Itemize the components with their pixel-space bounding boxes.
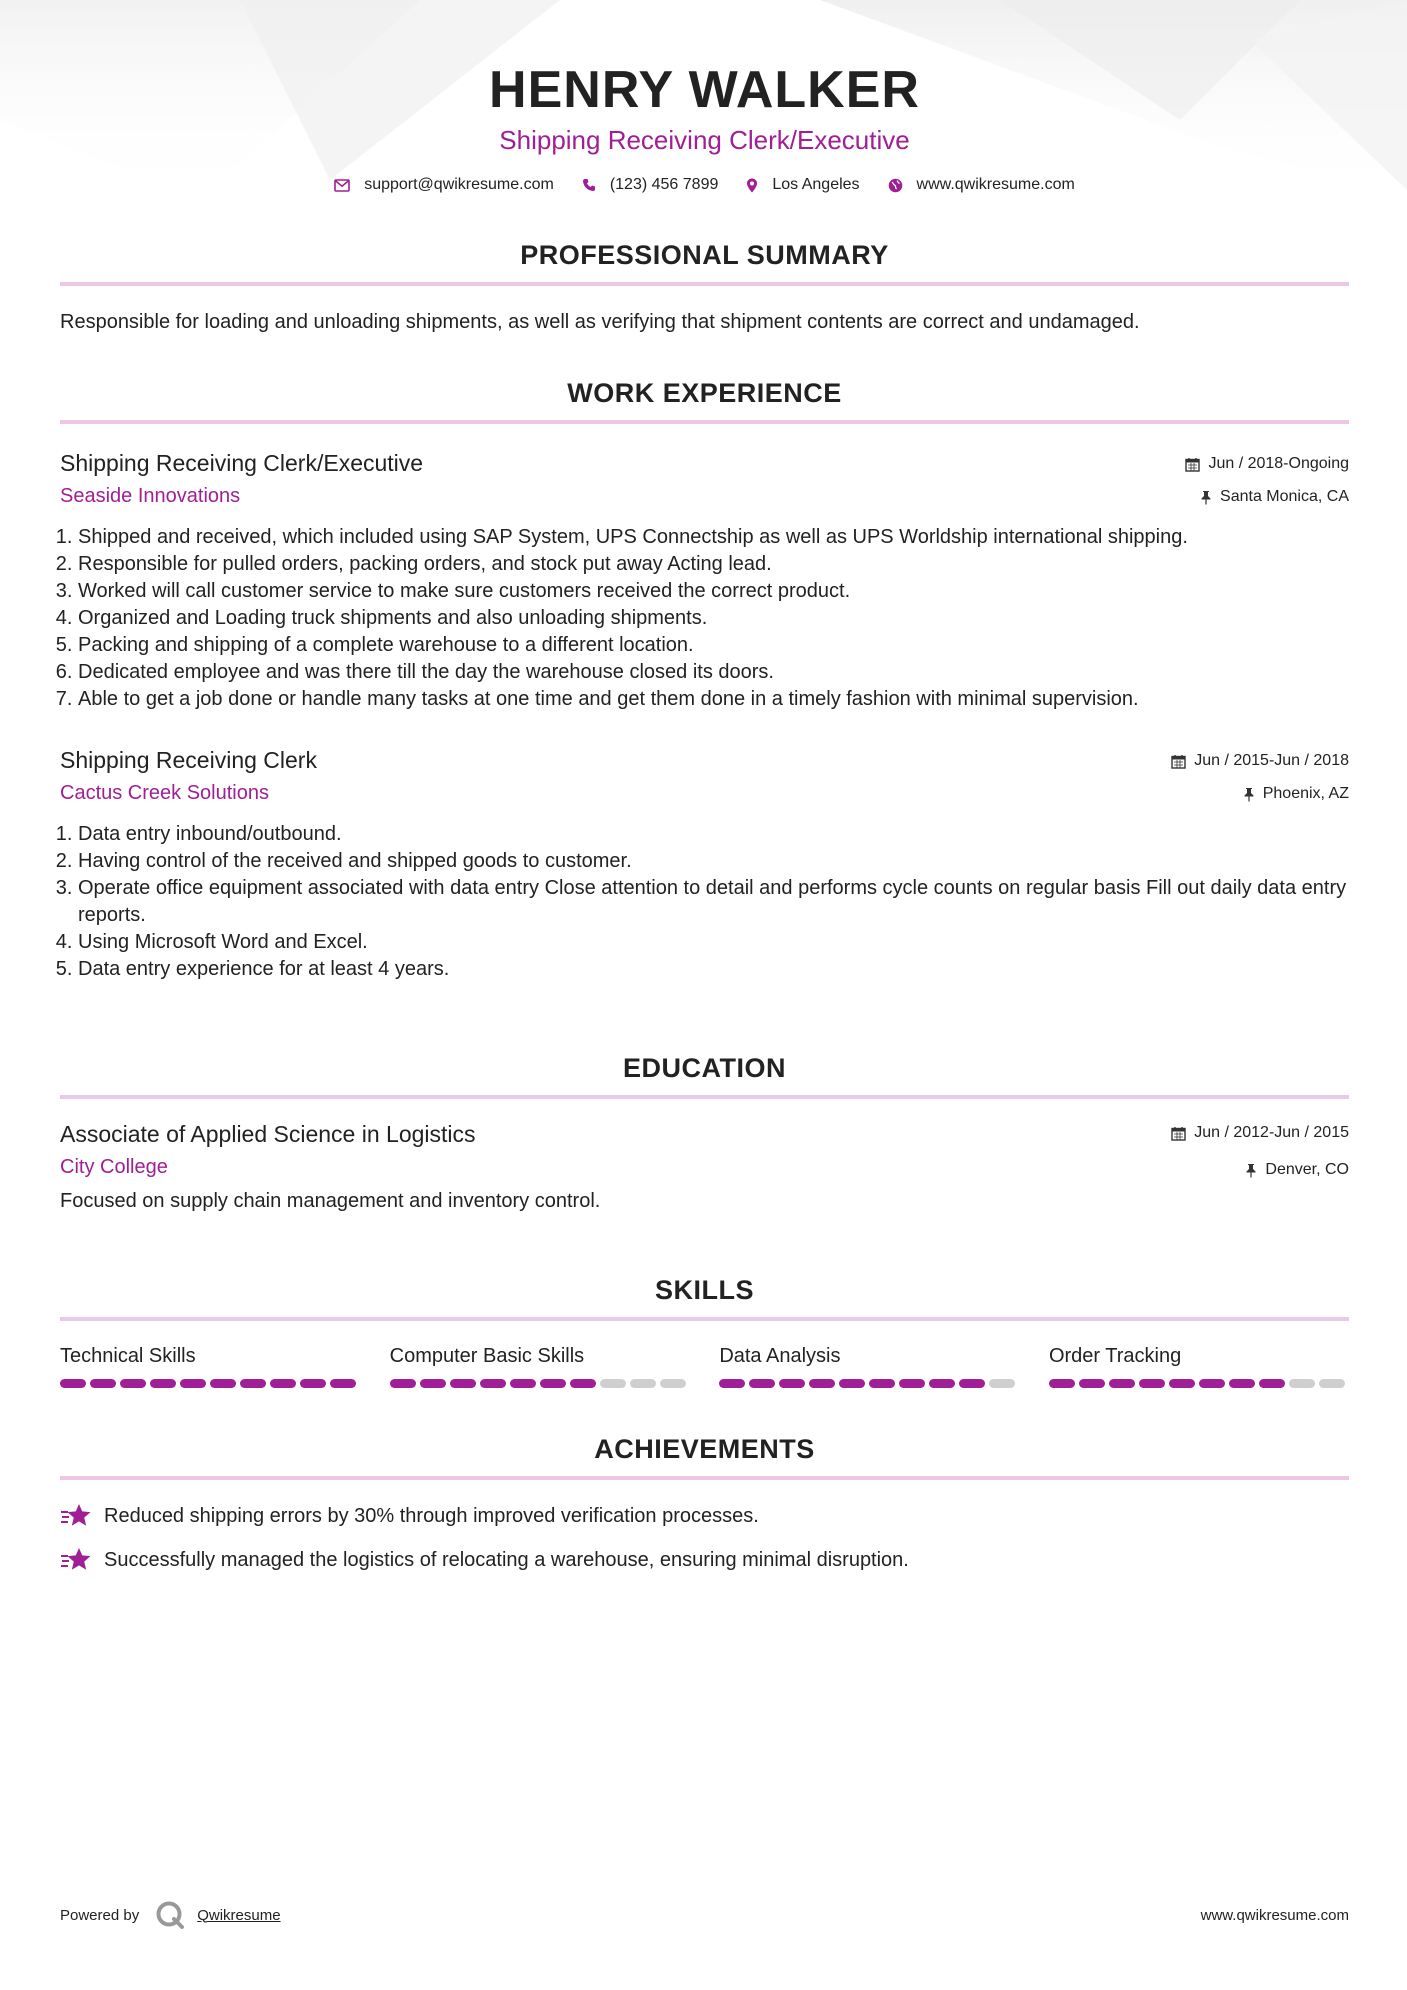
candidate-role: Shipping Receiving Clerk/Executive	[499, 125, 910, 155]
job-meta	[1171, 745, 1349, 804]
skill-name: Computer Basic Skills	[389, 1345, 585, 1367]
skills-section	[60, 1273, 1349, 1388]
resume-page	[60, 0, 1349, 1574]
skill-dot-empty	[989, 1379, 1015, 1388]
skill-name: Data Analysis	[719, 1345, 841, 1367]
skill-level-meter	[719, 1379, 1019, 1388]
brand-link[interactable]: Qwikresume	[197, 1906, 281, 1924]
contact-location	[746, 176, 859, 194]
skill-dot-empty	[1319, 1379, 1345, 1388]
skill-dot-filled	[1079, 1379, 1105, 1388]
location-text: Los Angeles	[772, 176, 860, 193]
section-divider	[60, 1095, 1349, 1099]
location-pin-icon	[746, 178, 758, 193]
skill-dot-filled	[420, 1379, 446, 1388]
pushpin-icon	[1245, 1163, 1257, 1178]
skill-dot-filled	[1049, 1379, 1075, 1388]
section-divider	[60, 1476, 1349, 1480]
job-title: Shipping Receiving Clerk	[60, 747, 317, 773]
skill-dot-filled	[180, 1379, 206, 1388]
skill-dot-filled	[779, 1379, 805, 1388]
job-duties-list	[60, 821, 1349, 983]
list-item: 1. Data entry inbound/outbound.	[78, 821, 1349, 848]
skill-dot-filled	[210, 1379, 236, 1388]
skill-dot-filled	[240, 1379, 266, 1388]
job-entry	[60, 448, 1349, 713]
list-item: 4. Organized and Loading truck shipments and also unloading shipments.	[78, 605, 1349, 632]
skill-item	[1049, 1343, 1349, 1388]
skill-dot-filled	[1199, 1379, 1225, 1388]
skill-dot-filled	[1169, 1379, 1195, 1388]
job-title: Shipping Receiving Clerk/Executive	[60, 450, 424, 476]
skill-name: Order Tracking	[1048, 1345, 1182, 1367]
contact-bar	[60, 176, 1349, 194]
star-icon	[60, 1547, 92, 1573]
skill-dot-filled	[450, 1379, 476, 1388]
calendar-icon	[1185, 457, 1200, 472]
section-divider	[60, 420, 1349, 424]
achievement-text: Reduced shipping errors by 30% through improved verification processes.	[104, 1505, 759, 1527]
skill-dot-filled	[540, 1379, 566, 1388]
education-section	[60, 1051, 1349, 1215]
skill-dot-filled	[749, 1379, 775, 1388]
list-item: 3. Worked will call customer service to make sure customers received the correct product.	[78, 578, 1349, 605]
list-item: 5. Data entry experience for at least 4 years.	[78, 956, 1349, 983]
website-text: www.qwikresume.com	[916, 176, 1075, 193]
experience-title: WORK EXPERIENCE	[567, 378, 842, 408]
pushpin-icon	[1200, 490, 1212, 505]
skills-title: SKILLS	[654, 1275, 754, 1305]
skill-name: Technical Skills	[60, 1345, 196, 1367]
skill-level-meter	[1049, 1379, 1349, 1388]
footer-website-link[interactable]: www.qwikresume.com	[1200, 1906, 1349, 1924]
skill-dot-filled	[330, 1379, 356, 1388]
summary-section	[60, 238, 1349, 336]
job-dates: Jun / 2015-Jun / 2018	[1194, 752, 1349, 769]
skill-level-meter	[390, 1379, 690, 1388]
skill-dot-filled	[120, 1379, 146, 1388]
education-dates: Jun / 2012-Jun / 2015	[1194, 1124, 1349, 1141]
education-description: Focused on supply chain management and inventory control.	[60, 1190, 601, 1212]
skill-item	[60, 1343, 360, 1388]
job-company: Cactus Creek Solutions	[60, 782, 269, 804]
skill-dot-filled	[570, 1379, 596, 1388]
contact-email[interactable]	[334, 176, 554, 194]
education-title: EDUCATION	[623, 1053, 786, 1083]
calendar-icon	[1171, 1126, 1186, 1141]
list-item: 4. Using Microsoft Word and Excel.	[78, 929, 1349, 956]
contact-website[interactable]	[888, 176, 1075, 194]
email-icon	[334, 179, 350, 192]
education-location: Denver, CO	[1265, 1161, 1349, 1178]
job-location: Phoenix, AZ	[1262, 785, 1349, 802]
school-name: City College	[60, 1156, 168, 1178]
candidate-name: HENRY WALKER	[489, 61, 920, 119]
skill-dot-filled	[90, 1379, 116, 1388]
skill-dot-empty	[600, 1379, 626, 1388]
skill-dot-filled	[270, 1379, 296, 1388]
skill-level-meter	[60, 1379, 360, 1388]
summary-title: PROFESSIONAL SUMMARY	[520, 240, 889, 270]
degree-title: Associate of Applied Science in Logistics	[60, 1121, 476, 1147]
skill-dot-filled	[809, 1379, 835, 1388]
list-item: 1. Shipped and received, which included using SAP System, UPS Connectship as well as UPS Worldship international shipping.	[78, 524, 1349, 551]
skill-dot-filled	[1139, 1379, 1165, 1388]
skill-dot-filled	[150, 1379, 176, 1388]
skill-item	[719, 1343, 1019, 1388]
achievement-item	[60, 1546, 1349, 1574]
skill-dot-filled	[1229, 1379, 1255, 1388]
skill-dot-filled	[390, 1379, 416, 1388]
skill-dot-filled	[839, 1379, 865, 1388]
list-item: 6. Dedicated employee and was there till the day the warehouse closed its doors.	[78, 659, 1349, 686]
skill-dot-filled	[1109, 1379, 1135, 1388]
phone-text: (123) 456 7899	[609, 176, 719, 193]
education-meta	[1171, 1119, 1349, 1180]
list-item: 7. Able to get a job done or handle many tasks at one time and get them done in a timely fashion with minimal supervision.	[78, 686, 1349, 713]
skill-dot-filled	[719, 1379, 745, 1388]
experience-section	[60, 376, 1349, 983]
skills-list	[60, 1343, 1349, 1388]
list-item: 2. Responsible for pulled orders, packing orders, and stock put away Acting lead.	[78, 551, 1349, 578]
education-entry	[60, 1119, 1349, 1215]
job-company: Seaside Innovations	[60, 485, 241, 507]
resume-header	[60, 0, 1349, 194]
skill-dot-filled	[510, 1379, 536, 1388]
globe-icon	[888, 178, 903, 193]
powered-by-label: Powered by	[60, 1906, 140, 1924]
skill-dot-filled	[869, 1379, 895, 1388]
job-duties-list	[60, 524, 1349, 713]
star-icon	[60, 1503, 92, 1529]
job-dates: Jun / 2018-Ongoing	[1208, 455, 1349, 472]
email-text: support@qwikresume.com	[364, 176, 554, 193]
achievements-title: ACHIEVEMENTS	[594, 1434, 815, 1464]
phone-icon	[582, 178, 596, 192]
skill-dot-filled	[480, 1379, 506, 1388]
calendar-icon	[1171, 754, 1186, 769]
skill-dot-empty	[630, 1379, 656, 1388]
job-entry	[60, 745, 1349, 983]
skill-dot-filled	[300, 1379, 326, 1388]
skill-dot-filled	[929, 1379, 955, 1388]
section-divider	[60, 1317, 1349, 1321]
summary-text: Responsible for loading and unloading shipments, as well as verifying that shipment contents are correct and undamaged.	[60, 311, 1140, 333]
skill-item	[390, 1343, 690, 1388]
job-meta	[1185, 448, 1349, 507]
skill-dot-filled	[60, 1379, 86, 1388]
achievement-item	[60, 1502, 1349, 1530]
page-footer	[60, 1900, 1349, 1930]
skill-dot-empty	[1289, 1379, 1315, 1388]
skill-dot-filled	[1259, 1379, 1285, 1388]
skill-dot-filled	[899, 1379, 925, 1388]
skill-dot-empty	[660, 1379, 686, 1388]
list-item: 3. Operate office equipment associated with data entry Close attention to detail and performs cycle counts on regular basis Fill out daily data entry reports.	[78, 875, 1349, 929]
achievement-text: Successfully managed the logistics of relocating a warehouse, ensuring minimal disruption.	[104, 1549, 909, 1571]
list-item: 2. Having control of the received and shipped goods to customer.	[78, 848, 1349, 875]
list-item: 5. Packing and shipping of a complete warehouse to a different location.	[78, 632, 1349, 659]
section-divider	[60, 282, 1349, 286]
achievements-section	[60, 1432, 1349, 1574]
skill-dot-filled	[959, 1379, 985, 1388]
job-location: Santa Monica, CA	[1220, 488, 1349, 505]
pushpin-icon	[1243, 787, 1255, 802]
contact-phone[interactable]	[582, 176, 719, 194]
qwikresume-logo-icon	[155, 1900, 185, 1930]
